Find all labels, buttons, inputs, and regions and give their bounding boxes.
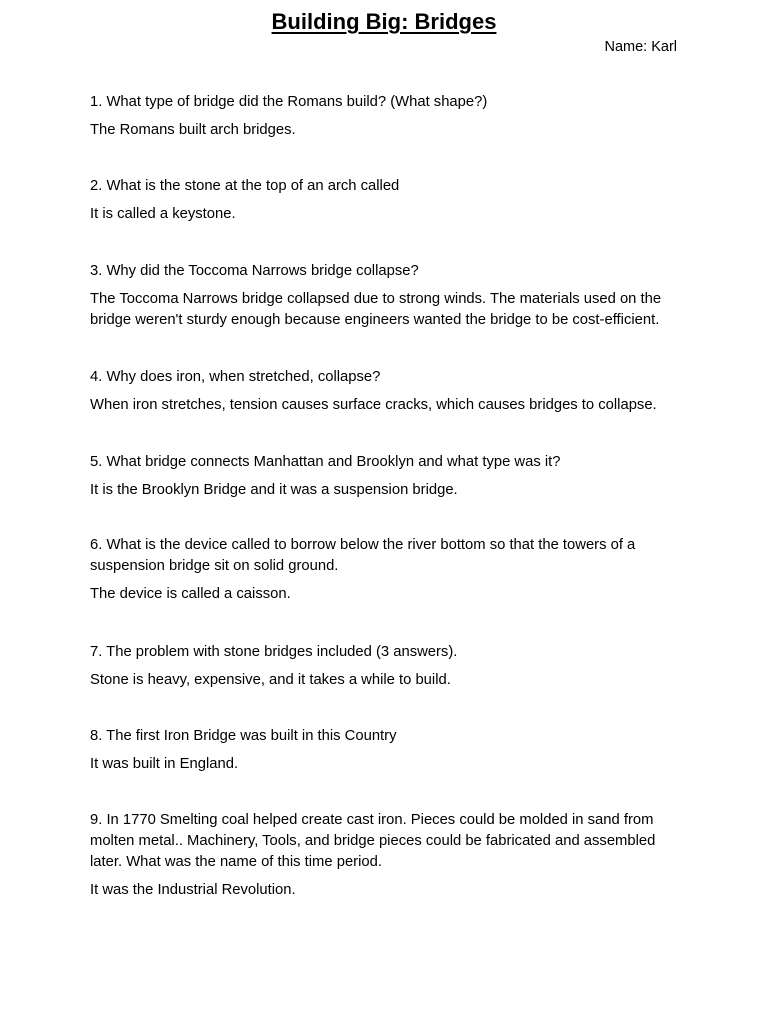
question-block-4 — [90, 367, 685, 416]
question-text: 8. The first Iron Bridge was built in this Country — [90, 728, 397, 744]
student-name: Name: Karl — [604, 39, 677, 55]
answer-text: The device is called a caisson. — [90, 586, 291, 602]
question-text: 9. In 1770 Smelting coal helped create cast iron. Pieces could be molded in sand from molten metal.. Machinery, Tools, and bridge pieces could be fabricated and assembled later. What was the name of this time period. — [90, 812, 656, 870]
question-text: 4. Why does iron, when stretched, collapse? — [90, 369, 381, 385]
answer-text: When iron stretches, tension causes surface cracks, which causes bridges to collapse. — [90, 397, 657, 413]
page-title: Building Big: Bridges — [271, 9, 497, 34]
question-block-6 — [90, 535, 685, 605]
question-block-2 — [90, 176, 685, 225]
answer-text: The Romans built arch bridges. — [90, 122, 296, 138]
question-block-7 — [90, 642, 685, 691]
question-text: 7. The problem with stone bridges included (3 answers). — [90, 644, 458, 660]
question-text: 5. What bridge connects Manhattan and Brooklyn and what type was it? — [90, 454, 561, 470]
question-text: 6. What is the device called to borrow below the river bottom so that the towers of a suspension bridge sit on solid ground. — [90, 537, 636, 574]
answer-text: The Toccoma Narrows bridge collapsed due to strong winds. The materials used on the bridge weren't sturdy enough because engineers wanted the bridge to be cost-efficient. — [90, 291, 662, 328]
answer-text: It was the Industrial Revolution. — [90, 882, 296, 898]
question-block-5 — [90, 452, 685, 501]
answer-text: It was built in England. — [90, 756, 239, 772]
question-text: 1. What type of bridge did the Romans build? (What shape?) — [90, 94, 488, 110]
question-block-1 — [90, 92, 685, 141]
answer-text: It is called a keystone. — [90, 206, 236, 222]
answer-text: Stone is heavy, expensive, and it takes a while to build. — [90, 672, 451, 688]
question-block-8 — [90, 726, 685, 775]
question-block-9 — [90, 810, 685, 901]
question-block-3 — [90, 261, 685, 331]
question-text: 3. Why did the Toccoma Narrows bridge collapse? — [90, 263, 419, 279]
question-text: 2. What is the stone at the top of an arch called — [90, 178, 400, 194]
answer-text: It is the Brooklyn Bridge and it was a suspension bridge. — [90, 482, 458, 498]
